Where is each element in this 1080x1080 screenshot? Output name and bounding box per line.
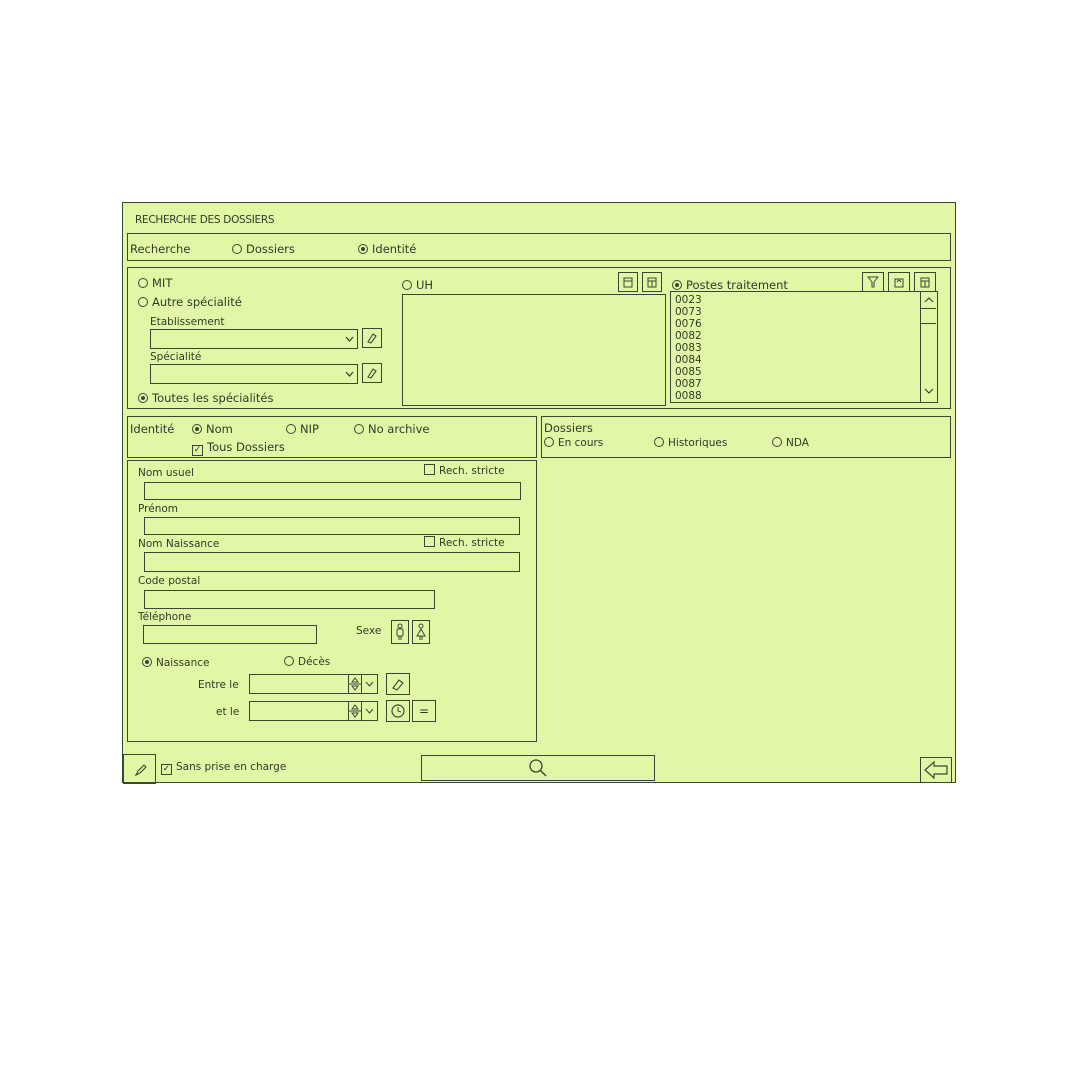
radio-nom[interactable]	[192, 422, 233, 436]
postes-scrollbar[interactable]	[920, 292, 937, 402]
nom-naissance-input[interactable]	[144, 552, 520, 572]
collapse-icon	[893, 276, 905, 288]
radio-uh[interactable]	[402, 278, 433, 292]
postes-list[interactable]	[670, 291, 938, 403]
sexe-label: Sexe	[356, 625, 382, 637]
male-icon	[395, 623, 405, 641]
telephone-input[interactable]	[143, 625, 317, 644]
postes-expand-button[interactable]	[914, 272, 936, 292]
back-arrow-icon	[923, 760, 949, 780]
footer-edit-button[interactable]	[123, 754, 156, 784]
search-button[interactable]	[421, 755, 655, 781]
radio-en-cours[interactable]	[544, 436, 603, 450]
scrollbar-thumb[interactable]	[921, 308, 936, 324]
recherche-group	[127, 233, 951, 261]
eraser-icon	[366, 332, 378, 344]
prenom-label: Prénom	[138, 503, 179, 515]
date-from-spinner[interactable]	[348, 675, 361, 693]
list-item[interactable]: 0076	[675, 318, 702, 330]
spinner-icon	[349, 675, 361, 693]
filter-icon	[867, 276, 879, 288]
etablissement-label: Etablissement	[150, 316, 225, 328]
dossiers-group	[541, 416, 951, 458]
radio-nip-label: NIP	[300, 422, 319, 436]
radio-dossiers[interactable]	[232, 242, 295, 256]
list-item[interactable]: 0084	[675, 354, 702, 366]
radio-nip[interactable]	[286, 422, 319, 436]
postes-collapse-button[interactable]	[888, 272, 910, 292]
expand-icon	[646, 276, 658, 288]
entre-le-label: Entre le	[198, 679, 239, 691]
list-item[interactable]: 0087	[675, 378, 702, 390]
radio-en-cours-label: En cours	[558, 437, 604, 449]
radio-historiques-label: Historiques	[668, 437, 728, 449]
collapse-icon	[622, 276, 634, 288]
prenom-input[interactable]	[144, 517, 520, 535]
radio-postes-label: Postes traitement	[686, 278, 788, 292]
radio-naissance[interactable]	[142, 656, 209, 670]
eraser-icon	[366, 367, 378, 379]
eraser-icon	[391, 677, 405, 691]
uh-list[interactable]	[402, 294, 666, 406]
specialite-label: Spécialité	[150, 351, 202, 363]
code-postal-input[interactable]	[144, 590, 435, 609]
checkbox-rech-stricte-nom[interactable]	[424, 464, 505, 478]
list-item[interactable]: 0085	[675, 366, 702, 378]
filter-button[interactable]	[862, 272, 884, 292]
radio-mit-label: MIT	[152, 276, 173, 290]
list-item[interactable]: 0023	[675, 294, 702, 306]
checkbox-sans-prise-en-charge[interactable]: ✓ Sans prise en charge	[162, 761, 287, 774]
search-window	[122, 202, 956, 783]
chevron-down-icon	[365, 681, 374, 687]
rech-stricte-label: Rech. stricte	[439, 537, 505, 549]
nom-usuel-input[interactable]	[144, 482, 521, 500]
radio-toutes-specialites[interactable]	[138, 391, 273, 405]
etablissement-select[interactable]	[150, 329, 358, 349]
identite-label: Identité	[130, 422, 175, 436]
radio-nda[interactable]	[772, 436, 809, 450]
nom-usuel-label: Nom usuel	[138, 467, 195, 479]
radio-deces[interactable]	[284, 655, 330, 669]
pencil-icon	[134, 763, 148, 777]
spinner-icon	[349, 702, 361, 720]
identity-form	[127, 460, 537, 742]
radio-identite-label: Identité	[372, 242, 417, 256]
female-icon	[416, 623, 426, 641]
checkbox-tous-dossiers[interactable]: ✓ Tous Dossiers	[193, 440, 285, 455]
radio-autre-specialite-label: Autre spécialité	[152, 295, 242, 309]
list-item[interactable]: 0088	[675, 390, 702, 402]
equals-button[interactable]	[412, 700, 436, 722]
radio-no-archive-label: No archive	[368, 422, 430, 436]
chevron-down-icon	[345, 371, 354, 378]
sexe-male-button[interactable]	[391, 620, 409, 644]
dossiers-label: Dossiers	[544, 421, 593, 435]
chevron-down-icon	[365, 708, 374, 714]
radio-autre-specialite[interactable]	[138, 295, 242, 309]
list-item[interactable]: 0083	[675, 342, 702, 354]
back-button[interactable]	[920, 757, 952, 783]
postes-items	[675, 294, 702, 402]
radio-uh-label: UH	[416, 278, 434, 292]
code-postal-label: Code postal	[138, 575, 201, 587]
radio-postes-traitement[interactable]	[672, 278, 788, 292]
sans-prise-label: Sans prise en charge	[176, 761, 287, 773]
checkbox-rech-stricte-naissance[interactable]	[424, 536, 505, 550]
telephone-label: Téléphone	[138, 611, 192, 623]
radio-mit[interactable]	[138, 276, 172, 290]
clock-icon	[390, 703, 406, 719]
identite-group	[127, 416, 537, 458]
radio-no-archive[interactable]	[354, 422, 430, 436]
expand-icon	[919, 276, 931, 288]
recherche-label: Recherche	[130, 242, 191, 256]
chevron-up-icon[interactable]	[924, 296, 934, 303]
radio-identite[interactable]	[358, 242, 416, 256]
tous-dossiers-label: Tous Dossiers	[207, 440, 285, 454]
date-to-dropdown[interactable]	[361, 702, 377, 720]
radio-nom-label: Nom	[206, 422, 233, 436]
list-item[interactable]: 0082	[675, 330, 702, 342]
rech-stricte-label: Rech. stricte	[439, 465, 505, 477]
nom-naissance-label: Nom Naissance	[138, 538, 220, 550]
specialite-clear-button[interactable]	[362, 363, 382, 383]
window-title: RECHERCHE DES DOSSIERS	[135, 214, 275, 226]
date-from-input[interactable]	[249, 674, 378, 694]
etablissement-clear-button[interactable]	[362, 328, 382, 348]
uh-collapse-button[interactable]	[618, 272, 638, 292]
date-to-input[interactable]	[249, 701, 378, 721]
search-icon	[527, 757, 549, 779]
chevron-down-icon[interactable]	[924, 388, 934, 395]
list-item[interactable]: 0073	[675, 306, 702, 318]
radio-nda-label: NDA	[786, 437, 809, 449]
radio-deces-label: Décès	[298, 656, 331, 668]
date-clear-button[interactable]	[386, 673, 410, 695]
uh-expand-button[interactable]	[642, 272, 662, 292]
equals-label: =	[418, 704, 430, 718]
clock-button[interactable]	[386, 700, 410, 722]
sexe-female-button[interactable]	[412, 620, 430, 644]
date-from-dropdown[interactable]	[361, 675, 377, 693]
radio-dossiers-label: Dossiers	[246, 242, 295, 256]
radio-naissance-label: Naissance	[156, 657, 210, 669]
et-le-label: et le	[216, 706, 240, 718]
radio-historiques[interactable]	[654, 436, 727, 450]
specialite-select[interactable]	[150, 364, 358, 384]
date-to-spinner[interactable]	[348, 702, 361, 720]
chevron-down-icon	[345, 336, 354, 343]
radio-toutes-specialites-label: Toutes les spécialités	[152, 391, 274, 405]
